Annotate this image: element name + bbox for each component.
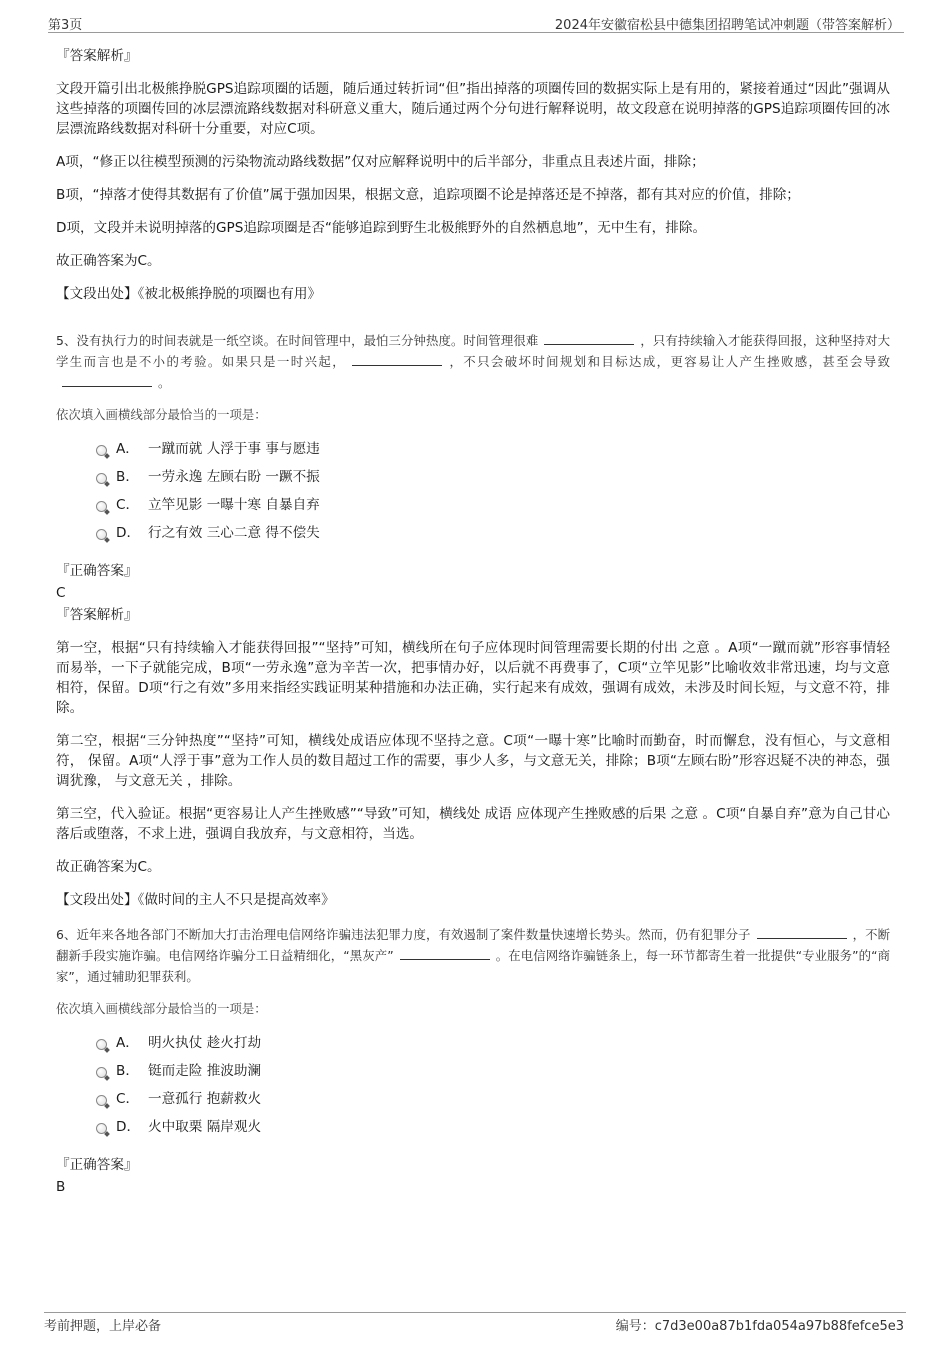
analysis-paragraph: 文段开篇引出北极熊挣脱GPS追踪项圈的话题，随后通过转折词“但”指出掉落的项圈传回的数据实际上是有用的，紧接着通过“因此”强调从这些掉落的项圈传回的冰层漂流路线数据对科研意义重大，随后通过两个分句进行解释说明，故文段意在说明掉落的GPS追踪项圈传回的冰层漂流路线数据对科研十分重要，对应C项。 xyxy=(56,81,890,137)
page-content xyxy=(56,46,890,1199)
option-d[interactable]: D． 行之有效 三心二意 得不偿失 xyxy=(96,523,890,551)
correct-answer-label: 『正确答案』 xyxy=(56,563,138,579)
analysis-conclusion: 故正确答案为C。 xyxy=(56,859,161,875)
passage-source: 【文段出处】《做时间的主人不只是提高效率》 xyxy=(56,892,335,908)
question-6-options xyxy=(96,1033,890,1145)
fill-blank xyxy=(62,372,152,387)
option-c[interactable]: C． 立竿见影 一曝十寒 自暴自弃 xyxy=(96,495,890,523)
radio-button-icon[interactable] xyxy=(96,1067,107,1078)
page-number: 第3页 xyxy=(48,18,83,33)
option-b[interactable]: B． 一劳永逸 左顾右盼 一蹶不振 xyxy=(96,467,890,495)
option-b[interactable]: B． 铤而走险 推波助澜 xyxy=(96,1061,890,1089)
fill-blank xyxy=(352,351,442,366)
correct-answer: C xyxy=(56,585,66,601)
correct-answer-label: 『正确答案』 xyxy=(56,1157,138,1173)
fill-blank xyxy=(544,330,634,345)
correct-answer: B xyxy=(56,1179,66,1195)
footer-slogan: 考前押题，上岸必备 xyxy=(44,1319,162,1334)
page-footer xyxy=(44,1312,906,1334)
passage-source: 【文段出处】《被北极熊挣脱的项圈也有用》 xyxy=(56,286,322,302)
analysis-conclusion: 故正确答案为C。 xyxy=(56,253,161,269)
fill-blank xyxy=(400,945,490,960)
option-c[interactable]: C． 一意孤行 抱薪救火 xyxy=(96,1089,890,1117)
analysis-paragraph: B项，“掉落才使得其数据有了价值”属于强加因果，根据文意，追踪项圈不论是掉落还是不掉落，都有其对应的价值，排除； xyxy=(56,187,800,203)
option-a[interactable]: A． 明火执仗 趁火打劫 xyxy=(96,1033,890,1061)
analysis-paragraph: 第二空，根据“三分钟热度”“坚持”可知，横线处成语应体现不坚持之意。C项“一曝十寒”比喻时而勤奋，时而懈怠，没有恒心，与文意相符， 保留。A项“人浮于事”意为工作人员的数目超过工作的需要，事少人多，与文意无关，排除；B项“左顾右盼”形容迟疑不决的神态，强调犹豫， 与文意无关 ，排除。 xyxy=(56,733,890,789)
question-6-stem: 6、近年来各地各部门不断加大打击治理电信网络诈骗违法犯罪力度，有效遏制了案件数量快速增长势头。然而，仍有犯罪分子 ，不断翻新手段实施诈骗。电信网络诈骗分工日益精细化，“黑灰产” 。在电信网络诈骗链条上，每一环节都寄生着一批提供“专业服务”的“商家”，通过辅助犯罪获利。 xyxy=(56,924,890,987)
analysis-paragraph: 第一空，根据“只有持续输入才能获得回报”“坚持”可知，横线所在句子应体现时间管理需要长期的付出 之意 。A项“一蹴而就”形容事情轻而易举，一下子就能完成，B项“一劳永逸”意为辛苦一次，把事情办好，以后就不再费事了，C项“立竿见影”比喻收效非常迅速，均与文意相符，保留。D项“行之有效”多用来指经实践证明某种措施和办法正确，实行起来有成效，强调有成效，未涉及时间长短，与文意不符，排除。 xyxy=(56,640,890,716)
radio-button-icon[interactable] xyxy=(96,473,107,484)
radio-button-icon[interactable] xyxy=(96,1039,107,1050)
page-header xyxy=(48,12,904,33)
question-5-stem: 5、没有执行力的时间表就是一纸空谈。在时间管理中，最怕三分钟热度。时间管理很难 ，只有持续输入才能获得回报，这种坚持对大学生而言也是不小的考验。如果只是一时兴起， ，不只会破坏时间规划和目标达成，更容易让人产生挫败感，甚至会导致。 xyxy=(56,330,890,393)
option-a[interactable]: A． 一蹴而就 人浮于事 事与愿违 xyxy=(96,439,890,467)
analysis-paragraph: D项，文段并未说明掉落的GPS追踪项圈是否“能够追踪到野生北极熊野外的自然栖息地”，无中生有，排除。 xyxy=(56,220,707,236)
analysis-label: 『答案解析』 xyxy=(56,48,138,64)
radio-button-icon[interactable] xyxy=(96,501,107,512)
radio-button-icon[interactable] xyxy=(96,529,107,540)
document-id: 编号：c7d3e00a87b1fda054a97b88fefce5e3 xyxy=(615,1319,904,1334)
question-5-options xyxy=(96,439,890,551)
document-title: 2024年安徽宿松县中德集团招聘笔试冲刺题（带答案解析） xyxy=(554,18,900,33)
analysis-paragraph: 第三空，代入验证。根据“更容易让人产生挫败感”“导致”可知，横线处 成语 应体现产生挫败感的后果 之意 。C项“自暴自弃”意为自己甘心落后或堕落，不求上进，强调自我放弃，与文意相符，当选。 xyxy=(56,806,890,842)
radio-button-icon[interactable] xyxy=(96,1095,107,1106)
question-6-hint: 依次填入画横线部分最恰当的一项是： xyxy=(56,1001,267,1016)
analysis-paragraph: A项，“修正以往模型预测的污染物流动路线数据”仅对应解释说明中的后半部分，非重点且表述片面，排除； xyxy=(56,154,705,170)
fill-blank xyxy=(757,924,847,939)
analysis-label: 『答案解析』 xyxy=(56,607,138,623)
question-5-hint: 依次填入画横线部分最恰当的一项是： xyxy=(56,407,267,422)
radio-button-icon[interactable] xyxy=(96,1123,107,1134)
radio-button-icon[interactable] xyxy=(96,445,107,456)
option-d[interactable]: D． 火中取栗 隔岸观火 xyxy=(96,1117,890,1145)
